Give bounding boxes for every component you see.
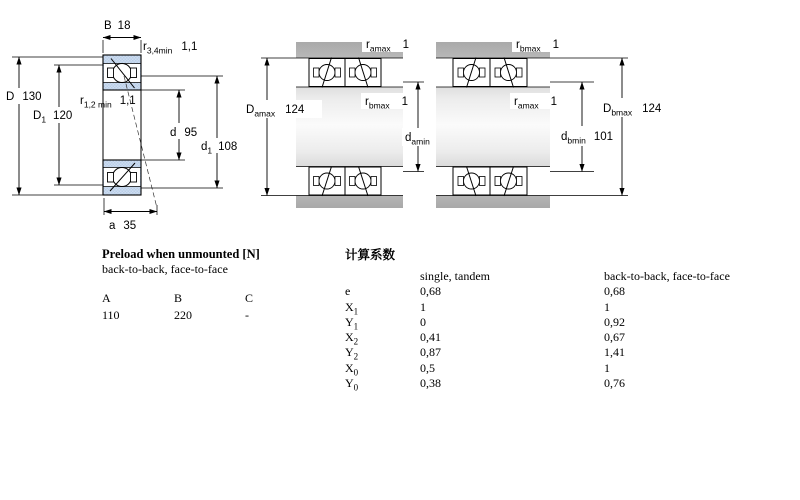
preload-col-header: B [174,291,183,305]
factors-col1-header: single, tandem [420,269,490,283]
label-Damax: $D_{amax}$ 124 [246,104,305,119]
label-rbmax-right: $r_{bmax}$ 1 [516,39,560,54]
label-d1: $d_1$ 108 [201,141,238,156]
preload-col-header: A [102,291,111,305]
factors-row-e: e 0,68 0,68 [345,284,625,299]
label-B: B 18 [104,20,131,32]
preload-table-subtitle: back-to-back, face-to-face [102,262,228,276]
factors-row-x0: $X_0$ 0,5 1 [345,360,610,378]
preload-value: 110 [102,308,120,322]
label-rbmax-middle: $r_{bmax}$ 1 [365,96,409,111]
bearing-diagram [0,0,800,245]
label-a: a 35 [109,220,137,232]
factors-row-x1: $X_1$ 1 1 [345,299,610,316]
label-r34: $r_{3,4min}$ 1,1 [143,41,198,56]
label-ramax-middle: $r_{amax}$ 1 [366,39,410,54]
preload-table-title: Preload when unmounted [N] [102,247,260,261]
label-ramax-right: $r_{amax}$ 1 [514,96,558,111]
preload-value: 220 [174,308,192,322]
label-Dbmax: $D_{bmax}$ 124 [603,103,662,118]
factors-header-row [345,269,785,284]
factors-table-title: 计算系数 [345,247,396,262]
label-dbmin: $d_{bmin}$ 101 [561,131,614,146]
preload-table [102,246,322,322]
factors-table [345,246,785,391]
preload-table-grid [102,291,322,322]
bearing-cross-section-figure [103,55,157,206]
factors-row-y0: $Y_0$ 0,38 0,76 [345,376,625,393]
factors-col2-header: back-to-back, face-to-face [604,269,730,283]
factors-row-y2: $Y_2$ 0,87 1,41 [345,345,625,362]
label-d: d 95 [170,127,198,139]
preload-col-header: C [245,291,254,305]
label-D: D 130 [6,91,42,103]
preload-value: - [245,308,249,322]
back-to-back-arrangement-figure [261,42,403,208]
factors-row-y1: $Y_1$ 0 0,92 [345,314,625,332]
label-D1: $D_1$ 120 [33,110,73,125]
label-r12: $r_{1,2 min}$ 1,1 [80,95,136,110]
face-to-face-arrangement-figure [436,42,628,208]
label-damin: $d_{amin}$ [405,132,430,147]
factors-row-x2: $X_2$ 0,41 0,67 [345,330,625,347]
